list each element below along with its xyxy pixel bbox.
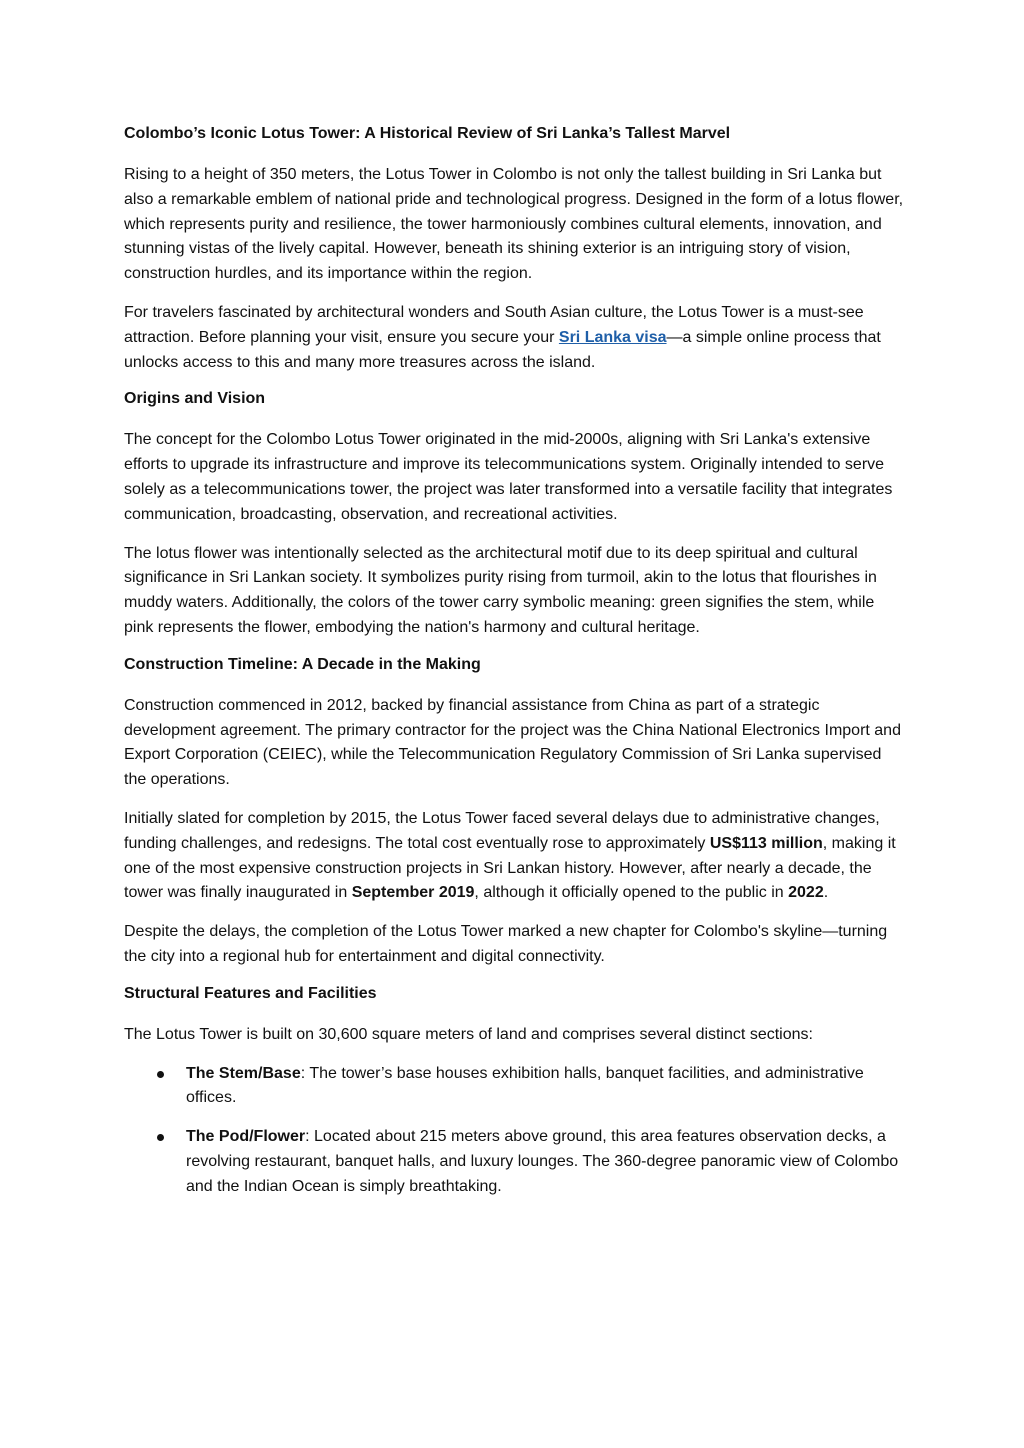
intro-p2-text-after: —a simple online process that unlocks access to this and many more treasures across the island.	[124, 328, 881, 371]
intro-paragraph-2	[124, 301, 904, 375]
sri-lanka-visa-link[interactable]: Sri Lanka visa	[558, 328, 667, 346]
bullet-icon	[157, 1134, 164, 1141]
construction-p2-text-b: , making it one of the most expensive construction projects in Sri Lankan history. However, after nearly a decade, the tower was finally inaugurated in	[124, 834, 896, 902]
construction-paragraph-1: Construction commenced in 2012, backed by financial assistance from China as part of a strategic development agreement. The primary contractor for the project was the China National Electronics Import and Export Corporation (CEIEC), while the Telecommunication Regulatory Commission of Sri Lanka supervised the operations.	[124, 696, 901, 789]
origins-paragraph-1: The concept for the Colombo Lotus Tower originated in the mid-2000s, aligning with Sri Lanka's extensive efforts to upgrade its infrastructure and improve its telecommunications system. Originally intended to serve solely as a telecommunications tower, the project was later transformed into a versatile facility that integrates communication, broadcasting, observation, and recreational activities.	[124, 431, 893, 523]
list-item-term: The Pod/Flower	[186, 1128, 306, 1146]
construction-p2-text-d: .	[823, 884, 829, 902]
structure-heading: Structural Features and Facilities	[124, 984, 377, 1002]
structure-paragraph-1: The Lotus Tower is built on 30,600 square meters of land and comprises several distinct sections:	[124, 1025, 813, 1043]
intro-p2-text-before: For travelers fascinated by architectural wonders and South Asian culture, the Lotus Tower is a must-see attraction. Before planning your visit, ensure you secure your	[124, 303, 864, 346]
construction-cost: US$113 million	[709, 834, 823, 852]
list-item	[124, 1125, 904, 1199]
public-opening-year: 2022	[788, 884, 824, 902]
construction-p2-text-c: , although it officially opened to the public in	[474, 884, 789, 902]
list-item-term: The Stem/Base	[186, 1064, 301, 1082]
origins-paragraph-2: The lotus flower was intentionally selected as the architectural motif due to its deep spiritual and cultural significance in Sri Lankan society. It symbolizes purity rising from turmoil, akin to the lotus that flourishes in muddy waters. Additionally, the colors of the tower carry symbolic meaning: green signifies the stem, while pink represents the flower, embodying the nation's harmony and cultural heritage.	[124, 544, 877, 636]
construction-heading: Construction Timeline: A Decade in the Making	[124, 655, 481, 673]
list-item-text: : The tower’s base houses exhibition halls, banquet facilities, and administrative offices.	[186, 1064, 864, 1107]
origins-heading: Origins and Vision	[124, 390, 266, 408]
list-item-text: : Located about 215 meters above ground, this area features observation decks, a revolving restaurant, banquet halls, and luxury lounges. The 360-degree panoramic view of Colombo and the Indian Ocean is simply breathtaking.	[186, 1128, 899, 1195]
document-page	[124, 124, 904, 1214]
inauguration-date: September 2019	[351, 884, 475, 902]
construction-paragraph-2	[124, 807, 904, 906]
construction-paragraph-3: Despite the delays, the completion of the Lotus Tower marked a new chapter for Colombo's skyline—turning the city into a regional hub for entertainment and digital connectivity.	[124, 923, 888, 965]
bullet-icon	[157, 1071, 164, 1078]
construction-p2-text-a: Initially slated for completion by 2015, the Lotus Tower faced several delays due to administrative changes, funding challenges, and redesigns. The total cost eventually rose to approximately	[124, 809, 880, 852]
list-item	[124, 1062, 904, 1112]
document-title: Colombo’s Iconic Lotus Tower: A Historical Review of Sri Lanka’s Tallest Marvel	[124, 125, 731, 142]
structure-sections-list	[124, 1062, 904, 1200]
intro-paragraph-1: Rising to a height of 350 meters, the Lotus Tower in Colombo is not only the tallest building in Sri Lanka but also a remarkable emblem of national pride and technological progress. Designed in the form of a lotus flower, which represents purity and resilience, the tower harmoniously combines cultural elements, innovation, and stunning vistas of the lively capital. However, beneath its shining exterior is an intriguing story of vision, construction hurdles, and its importance within the region.	[124, 166, 904, 283]
